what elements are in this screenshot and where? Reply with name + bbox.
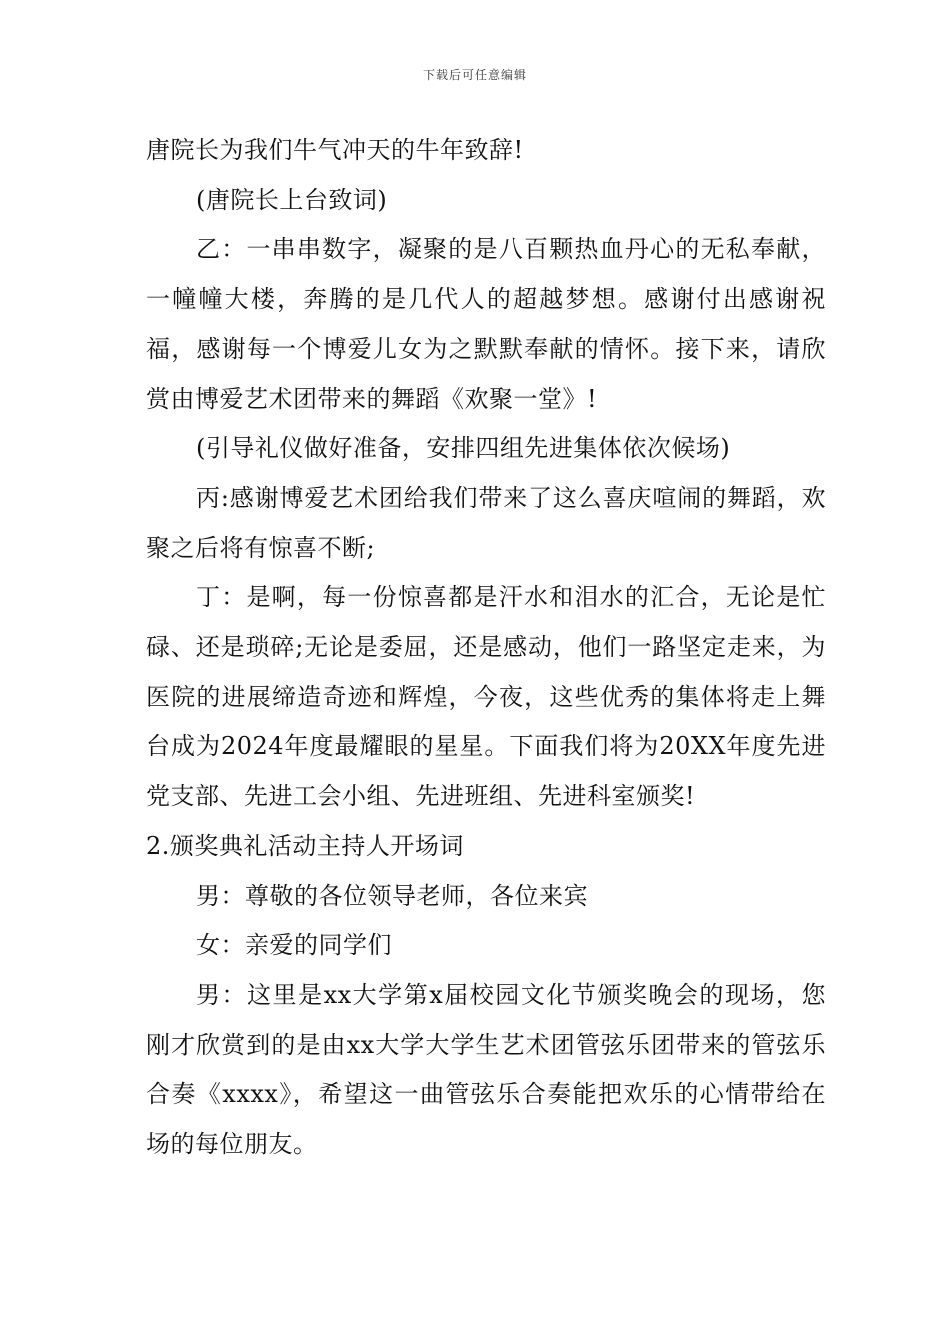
paragraph-stage-direction: (唐院长上台致词) bbox=[196, 185, 388, 214]
paragraph-host-female: 女：亲爱的同学们 bbox=[196, 931, 392, 960]
page-header: 下载后可任意编辑 bbox=[422, 68, 527, 82]
paragraph-host-male: 男：这里是xx大学第x届校园文化节颁奖晚会的现场，您刚才欣赏到的是由xx大学大学生艺术团管弦乐团带来的管弦乐合奏《xxxx》，希望这一曲管弦乐合奏能把欢乐的心情带给在场的每位朋友。 bbox=[146, 980, 826, 1159]
paragraph-host-yi: 乙：一串串数字，凝聚的是八百颗热血丹心的无私奉献，一幢幢大楼，奔腾的是几代人的超越梦想。感谢付出感谢祝福，感谢每一个博爱儿女为之默默奉献的情怀。接下来，请欣赏由博爱艺术团带来的舞蹈《欢聚一堂》! bbox=[146, 235, 826, 413]
paragraph-host-male: 男：尊敬的各位领导老师，各位来宾 bbox=[196, 881, 588, 910]
paragraph-host-bing: 丙:感谢博爱艺术团给我们带来了这么喜庆喧闹的舞蹈，欢聚之后将有惊喜不断; bbox=[146, 483, 826, 562]
paragraph-stage-direction: (引导礼仪做好准备，安排四组先进集体依次候场) bbox=[196, 434, 731, 463]
paragraph-closing-remark: 唐院长为我们牛气冲天的牛年致辞! bbox=[146, 136, 524, 164]
document-body bbox=[146, 126, 826, 1170]
section-heading: 2.颁奖典礼活动主持人开场词 bbox=[146, 831, 464, 860]
paragraph-host-ding: 丁：是啊，每一份惊喜都是汗水和泪水的汇合，无论是忙碌、还是琐碎;无论是委屈，还是感动，他们一路坚定走来，为医院的进展缔造奇迹和辉煌，今夜，这些优秀的集体将走上舞台成为2024年度最耀眼的星星。下面我们将为20XX年度先进党支部、先进工会小组、先进班组、先进科室颁奖! bbox=[146, 583, 826, 811]
